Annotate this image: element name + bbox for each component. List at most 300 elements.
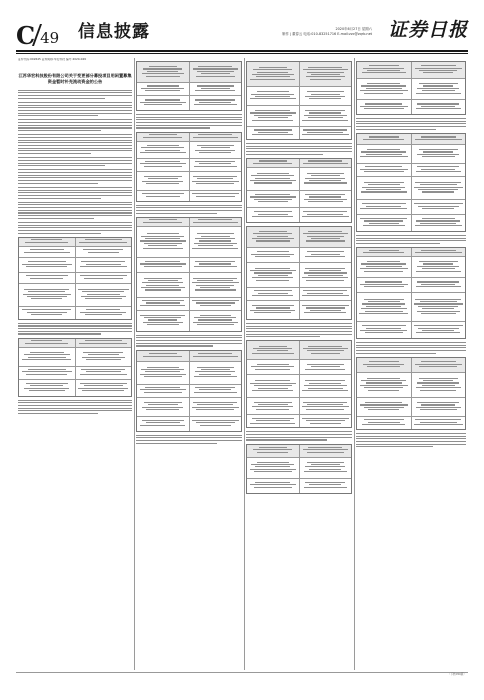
text-line bbox=[195, 99, 235, 100]
text-line bbox=[195, 90, 235, 91]
table-row bbox=[247, 398, 351, 415]
text-line bbox=[418, 306, 458, 307]
text-line bbox=[192, 193, 239, 194]
table-cell bbox=[300, 398, 352, 414]
text-line bbox=[136, 125, 242, 126]
text-line bbox=[361, 151, 406, 152]
text-line bbox=[255, 380, 290, 381]
text-line bbox=[24, 252, 70, 253]
text-line bbox=[197, 85, 234, 86]
text-line bbox=[256, 409, 289, 410]
text-line bbox=[307, 173, 344, 174]
table-cell bbox=[300, 62, 352, 86]
table-row bbox=[137, 191, 241, 201]
text-line bbox=[414, 325, 463, 326]
text-line bbox=[366, 206, 401, 207]
text-line bbox=[366, 306, 401, 307]
text-line bbox=[417, 103, 459, 104]
column-separator bbox=[244, 58, 245, 670]
text-line bbox=[18, 207, 132, 208]
text-line bbox=[310, 310, 341, 311]
text-line bbox=[136, 437, 242, 438]
table-cell bbox=[137, 83, 190, 95]
table-row bbox=[357, 177, 465, 200]
table-cell bbox=[412, 134, 466, 144]
text-line bbox=[31, 298, 62, 299]
table-row bbox=[357, 248, 465, 257]
text-line bbox=[198, 66, 232, 67]
text-line bbox=[251, 254, 294, 255]
text-line bbox=[303, 348, 348, 349]
text-line bbox=[423, 151, 453, 152]
text-line bbox=[306, 76, 345, 77]
text-line bbox=[356, 235, 466, 236]
table-cell bbox=[190, 362, 242, 384]
text-line bbox=[256, 240, 290, 241]
text-block bbox=[18, 400, 132, 415]
text-line bbox=[140, 263, 186, 264]
text-line bbox=[308, 160, 342, 161]
table-cell bbox=[300, 479, 352, 493]
text-line bbox=[18, 233, 101, 234]
text-block bbox=[18, 102, 132, 117]
text-line bbox=[136, 207, 242, 208]
text-line bbox=[146, 422, 180, 423]
text-line bbox=[22, 309, 71, 310]
text-line bbox=[423, 263, 453, 264]
table-cell bbox=[190, 311, 242, 331]
text-line bbox=[417, 402, 459, 403]
table-cell bbox=[190, 172, 242, 190]
text-line bbox=[307, 293, 343, 294]
text-line bbox=[145, 161, 180, 162]
text-line bbox=[200, 315, 231, 316]
text-line bbox=[421, 313, 456, 314]
text-line bbox=[18, 92, 132, 93]
text-line bbox=[246, 328, 352, 329]
table-row bbox=[19, 380, 131, 396]
text-line bbox=[306, 307, 345, 308]
text-line bbox=[254, 129, 292, 130]
text-line bbox=[307, 236, 344, 237]
text-line bbox=[420, 390, 456, 391]
table-cell bbox=[19, 380, 76, 396]
text-line bbox=[252, 305, 294, 306]
table-cell bbox=[137, 142, 190, 158]
table-row bbox=[19, 273, 131, 284]
table-row bbox=[137, 142, 241, 159]
text-line bbox=[304, 182, 347, 183]
text-line bbox=[26, 275, 68, 276]
table-row bbox=[357, 293, 465, 322]
text-block bbox=[18, 157, 132, 166]
text-line bbox=[148, 319, 177, 320]
table-cell bbox=[300, 263, 352, 287]
text-line bbox=[422, 191, 454, 192]
table-row bbox=[357, 79, 465, 100]
text-line bbox=[303, 211, 347, 212]
text-line bbox=[18, 175, 132, 176]
text-line bbox=[414, 203, 463, 204]
text-line bbox=[310, 79, 341, 80]
text-line bbox=[18, 172, 132, 173]
text-line bbox=[84, 278, 123, 279]
table-cell bbox=[357, 417, 412, 429]
text-line bbox=[311, 74, 340, 75]
table-row bbox=[247, 415, 351, 427]
text-line bbox=[81, 369, 125, 370]
text-line bbox=[250, 469, 296, 470]
text-block bbox=[136, 335, 242, 347]
table-cell bbox=[357, 278, 412, 292]
table-cell bbox=[190, 298, 242, 310]
text-line bbox=[309, 180, 341, 181]
text-line bbox=[308, 346, 342, 347]
text-line bbox=[305, 466, 345, 467]
text-line bbox=[363, 68, 404, 69]
text-line bbox=[18, 325, 132, 326]
table-cell bbox=[412, 215, 466, 231]
table-cell bbox=[190, 398, 242, 416]
text-line bbox=[305, 256, 345, 257]
table-cell bbox=[137, 218, 190, 226]
table-cell bbox=[76, 247, 132, 257]
text-line bbox=[356, 438, 466, 439]
text-line bbox=[88, 252, 119, 253]
text-line bbox=[18, 165, 105, 166]
text-line bbox=[421, 404, 455, 405]
text-block bbox=[356, 433, 466, 448]
table-cell bbox=[137, 298, 190, 310]
text-line bbox=[366, 266, 402, 267]
text-line bbox=[421, 65, 456, 66]
text-line bbox=[30, 249, 65, 250]
text-line bbox=[136, 340, 242, 341]
text-line bbox=[367, 378, 400, 379]
text-line bbox=[304, 487, 347, 488]
table-cell bbox=[190, 83, 242, 95]
text-line bbox=[28, 357, 66, 358]
data-table bbox=[136, 217, 242, 332]
text-line bbox=[18, 225, 132, 226]
text-line bbox=[304, 312, 346, 313]
bottom-rule bbox=[16, 672, 468, 673]
text-line bbox=[199, 374, 231, 375]
text-line bbox=[192, 181, 239, 182]
text-line bbox=[417, 166, 459, 167]
text-line bbox=[250, 310, 295, 311]
text-line bbox=[143, 68, 182, 69]
text-line bbox=[145, 261, 180, 262]
text-line bbox=[27, 296, 67, 297]
text-line bbox=[356, 345, 466, 346]
table-cell bbox=[412, 322, 466, 338]
text-line bbox=[144, 243, 182, 244]
text-line bbox=[18, 410, 132, 411]
text-line bbox=[246, 334, 352, 335]
text-line bbox=[142, 282, 183, 283]
text-line bbox=[257, 462, 289, 463]
text-line bbox=[194, 166, 237, 167]
text-line bbox=[417, 311, 460, 312]
table-cell bbox=[357, 134, 412, 144]
table-cell bbox=[190, 351, 242, 361]
text-line bbox=[195, 371, 235, 372]
text-line bbox=[192, 420, 239, 421]
text-line bbox=[142, 300, 184, 301]
text-line bbox=[200, 287, 230, 288]
text-line bbox=[147, 145, 179, 146]
text-line bbox=[363, 252, 404, 253]
table-row bbox=[247, 106, 351, 127]
text-line bbox=[367, 261, 400, 262]
table-cell bbox=[300, 159, 352, 167]
text-line bbox=[18, 402, 132, 403]
table-cell bbox=[357, 322, 412, 338]
text-line bbox=[143, 248, 183, 249]
table-cell bbox=[19, 284, 76, 306]
text-line bbox=[136, 443, 217, 444]
text-line bbox=[423, 72, 453, 73]
table-row bbox=[19, 367, 131, 380]
text-line bbox=[18, 90, 132, 91]
text-line bbox=[306, 409, 344, 410]
table-cell bbox=[137, 133, 190, 141]
text-line bbox=[136, 337, 242, 338]
table-cell bbox=[247, 458, 300, 478]
text-line bbox=[311, 94, 340, 95]
text-line bbox=[367, 83, 400, 84]
text-line bbox=[136, 435, 242, 436]
table-row bbox=[137, 218, 241, 227]
text-line bbox=[149, 66, 178, 67]
text-line bbox=[366, 189, 401, 190]
text-line bbox=[307, 91, 344, 92]
table-cell bbox=[247, 375, 300, 397]
text-line bbox=[422, 156, 455, 157]
text-line bbox=[356, 347, 466, 348]
text-line bbox=[195, 150, 235, 151]
text-line bbox=[196, 422, 235, 423]
table-row bbox=[137, 362, 241, 385]
text-line bbox=[86, 371, 121, 372]
text-block bbox=[18, 134, 132, 154]
text-block bbox=[136, 205, 242, 214]
table-row bbox=[137, 133, 241, 142]
text-line bbox=[417, 88, 459, 89]
table-row bbox=[137, 351, 241, 362]
text-line bbox=[258, 388, 288, 389]
text-line bbox=[360, 404, 408, 405]
text-line bbox=[24, 289, 69, 290]
text-line bbox=[420, 184, 457, 185]
text-line bbox=[148, 178, 178, 179]
text-line bbox=[255, 194, 290, 195]
page-number: 49 bbox=[40, 29, 60, 47]
text-line bbox=[18, 192, 132, 193]
table-cell bbox=[190, 385, 242, 397]
column-3 bbox=[246, 58, 352, 670]
text-line bbox=[18, 113, 132, 114]
text-line bbox=[308, 388, 343, 389]
text-line bbox=[81, 261, 125, 262]
data-table bbox=[246, 340, 352, 428]
text-line bbox=[250, 423, 295, 424]
text-line bbox=[85, 298, 122, 299]
text-line bbox=[422, 218, 455, 219]
text-line bbox=[360, 169, 408, 170]
text-line bbox=[363, 225, 405, 226]
table-row bbox=[19, 348, 131, 367]
text-line bbox=[254, 272, 292, 273]
table-cell bbox=[357, 257, 412, 277]
table-cell bbox=[190, 258, 242, 272]
text-line bbox=[27, 312, 67, 313]
table-cell bbox=[412, 278, 466, 292]
text-line bbox=[141, 147, 184, 148]
text-line bbox=[246, 331, 352, 332]
table-cell bbox=[76, 284, 132, 306]
text-line bbox=[31, 314, 62, 315]
table-row bbox=[19, 307, 131, 319]
text-line bbox=[18, 125, 132, 126]
text-line bbox=[367, 70, 400, 71]
table-cell bbox=[76, 273, 132, 283]
text-line bbox=[255, 466, 290, 467]
text-line bbox=[365, 402, 402, 403]
text-line bbox=[254, 487, 292, 488]
text-line bbox=[254, 211, 292, 212]
text-line bbox=[416, 108, 461, 109]
text-block bbox=[18, 323, 132, 335]
table-row bbox=[19, 339, 131, 348]
table-cell bbox=[19, 348, 76, 366]
table-cell bbox=[300, 360, 352, 374]
text-line bbox=[136, 205, 242, 206]
table-row bbox=[137, 227, 241, 258]
text-line bbox=[420, 301, 457, 302]
text-line bbox=[143, 137, 182, 138]
table-row bbox=[19, 284, 131, 307]
text-line bbox=[18, 212, 132, 213]
text-line bbox=[416, 171, 461, 172]
text-line bbox=[18, 107, 132, 108]
text-line bbox=[18, 177, 132, 178]
table-cell bbox=[300, 227, 352, 247]
text-line bbox=[145, 238, 180, 239]
text-line bbox=[136, 114, 242, 115]
text-line bbox=[18, 180, 132, 181]
text-line bbox=[360, 156, 408, 157]
text-line bbox=[18, 169, 132, 170]
text-line bbox=[258, 293, 288, 294]
table-cell bbox=[412, 200, 466, 214]
text-line bbox=[252, 134, 293, 135]
text-line bbox=[193, 278, 237, 279]
table-cell bbox=[247, 248, 300, 262]
text-line bbox=[356, 123, 466, 124]
text-line bbox=[145, 90, 180, 91]
text-line bbox=[422, 330, 454, 331]
text-line bbox=[417, 281, 459, 282]
text-line bbox=[18, 195, 132, 196]
text-line bbox=[307, 350, 344, 351]
text-line bbox=[148, 245, 177, 246]
text-line bbox=[356, 342, 466, 343]
text-line bbox=[28, 291, 65, 292]
table-row bbox=[137, 83, 241, 96]
text-line bbox=[194, 392, 237, 393]
text-line bbox=[194, 317, 236, 318]
text-line bbox=[309, 469, 341, 470]
article-title: 江苏华宏科技股份有限公司关于变更部分募投项目用闲置募集资金暂时补充流动资金的公告 bbox=[18, 73, 132, 84]
table-cell bbox=[412, 100, 466, 114]
table-row bbox=[137, 298, 241, 311]
text-line bbox=[422, 268, 455, 269]
text-line bbox=[416, 332, 460, 333]
text-line bbox=[149, 353, 178, 354]
text-line bbox=[31, 239, 62, 240]
text-line bbox=[258, 201, 288, 202]
text-line bbox=[140, 152, 186, 153]
text-line bbox=[146, 285, 179, 286]
text-line bbox=[18, 331, 132, 332]
text-line bbox=[308, 67, 342, 68]
text-line bbox=[258, 275, 288, 276]
text-line bbox=[200, 305, 231, 306]
table-row bbox=[247, 458, 351, 479]
text-line bbox=[303, 449, 348, 450]
table-cell bbox=[247, 415, 300, 427]
text-line bbox=[417, 266, 459, 267]
data-table bbox=[18, 237, 132, 320]
table-row bbox=[247, 341, 351, 360]
text-line bbox=[201, 147, 230, 148]
text-line bbox=[197, 145, 234, 146]
text-line bbox=[136, 213, 217, 214]
text-line bbox=[254, 199, 292, 200]
text-line bbox=[140, 425, 185, 426]
text-line bbox=[196, 302, 235, 303]
text-line bbox=[193, 402, 237, 403]
text-line bbox=[144, 104, 182, 105]
table-row bbox=[19, 247, 131, 258]
continued-note: （下转C50版） bbox=[447, 673, 466, 676]
text-line bbox=[364, 220, 403, 221]
table-cell bbox=[412, 164, 466, 176]
text-line bbox=[18, 157, 132, 158]
masthead bbox=[16, 18, 468, 48]
text-line bbox=[193, 68, 238, 69]
text-line bbox=[420, 409, 457, 410]
text-line bbox=[311, 254, 340, 255]
text-line bbox=[421, 136, 456, 137]
text-line bbox=[142, 181, 183, 182]
text-line bbox=[82, 390, 124, 391]
text-line bbox=[197, 233, 234, 234]
table-cell bbox=[190, 218, 242, 226]
text-line bbox=[421, 361, 456, 362]
text-line bbox=[30, 385, 63, 386]
text-line bbox=[143, 222, 182, 223]
text-line bbox=[416, 387, 461, 388]
text-line bbox=[364, 407, 404, 408]
text-line bbox=[29, 390, 65, 391]
table-cell bbox=[357, 100, 412, 114]
table-cell bbox=[137, 273, 190, 297]
text-line bbox=[136, 343, 242, 344]
table-row bbox=[357, 62, 465, 79]
